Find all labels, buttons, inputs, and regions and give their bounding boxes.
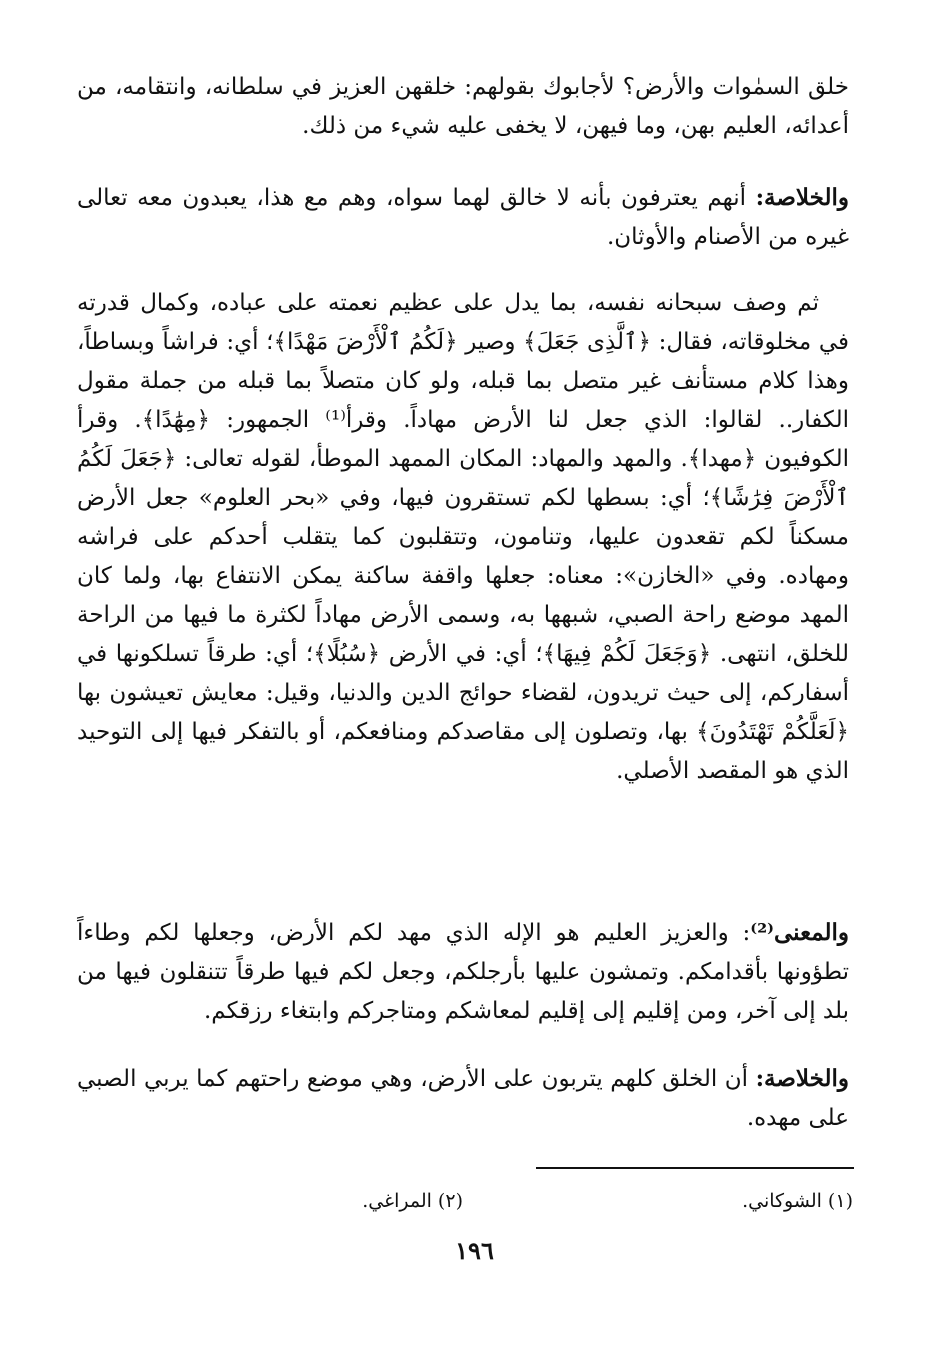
paragraph-1-text: خلق السمٰوات والأرض؟ لأجابوك بقولهم: خلقهن العزيز في سلطانه، وانتقامه، من أعدائه، العليم بهن، وما فيهن، لا يخفى عليه شيء من ذلك. (77, 74, 849, 139)
paragraph-4-lead: والمعنى⁽²⁾ (750, 919, 849, 946)
paragraph-2-lead: والخلاصة: (755, 184, 849, 211)
paragraph-5-lead: والخلاصة: (755, 1065, 849, 1092)
paragraph-5-text: أن الخلق كلهم يتربون على الأرض، وهي موضع راحتهم كما يربي الصبي على مهده. (77, 1066, 849, 1131)
paragraph-2-text: أنهم يعترفون بأنه لا خالق لهما سواه، وهم مع هذا، يعبدون معه تعالى غيره من الأصنام والأوثان. (77, 185, 849, 250)
paragraph-1 (77, 68, 849, 146)
footnote-1: (١) الشوكاني. (742, 1190, 853, 1212)
paragraph-5 (77, 1059, 849, 1138)
paragraph-4-text: : والعزيز العليم هو الإله الذي مهد لكم الأرض، وجعلها لكم وطاءاً تطؤونها بأقدامكم. وتمشون عليها بأرجلكم، وجعل لكم فيها طرقاً تتنقلون فيها من بلد إلى آخر، ومن إقليم إلى إقليم لمعاشكم ومتاجركم وابتغاء رزقكم. (77, 920, 849, 1024)
paragraph-3-text: ثم وصف سبحانه نفسه، بما يدل على عظيم نعمته على عباده، وكمال قدرته في مخلوقاته، فقال: ﴿ٱلَّذِى جَعَلَ﴾ وصير ﴿لَكُمُ ٱلْأَرْضَ مَهْدًا﴾؛ أي: فراشاً وبساطاً، وهذا كلام مستأنف غير متصل بما قبله، ولو كان متصلاً بما قبله من جملة مقول الكفار.. لقالوا: الذي جعل لنا الأرض مهاداً. وقرأ⁽¹⁾ الجمهور: ﴿مِهَٰدًا﴾. وقرأ الكوفيون ﴿مهدا﴾. والمهد والمهاد: المكان الممهد الموطأ، لقوله تعالى: ﴿جَعَلَ لَكُمُ ٱلْأَرْضَ فِرَٰشًا﴾؛ أي: بسطها لكم تستقرون فيها، وفي «بحر العلوم» جعل الأرض مسكناً لكم تقعدون عليها، وتنامون، وتتقلبون كما يتقلب أحدكم على فراشه ومهاده. وفي «الخازن»: معناه: جعلها واقفة ساكنة يمكن الانتفاع بها، ولما كان المهد موضع راحة الصبي، شبهها به، وسمى الأرض مهاداً لكثرة ما فيها من الراحة للخلق، انتهى. ﴿وَجَعَلَ لَكُمْ فِيهَا﴾؛ أي: في الأرض ﴿سُبُلًا﴾؛ أي: طرقاً تسلكونها في أسفاركم، إلى حيث تريدون، لقضاء حوائج الدين والدنيا، وقيل: معايش تعيشون بها ﴿لَعَلَّكُمْ تَهْتَدُونَ﴾ بها، وتصلون إلى مقاصدكم ومنافعكم، أو بالتفكر فيها إلى التوحيد الذي هو المقصد الأصلي. (77, 290, 849, 784)
footnotes (93, 1186, 853, 1220)
page-number: ١٩٦ (455, 1236, 494, 1265)
paragraph-2 (77, 178, 849, 257)
paragraph-3 (77, 284, 849, 791)
paragraph-4 (77, 913, 849, 1031)
footnote-divider (536, 1167, 854, 1169)
footnote-2: (٢) المراغي. (362, 1190, 463, 1212)
